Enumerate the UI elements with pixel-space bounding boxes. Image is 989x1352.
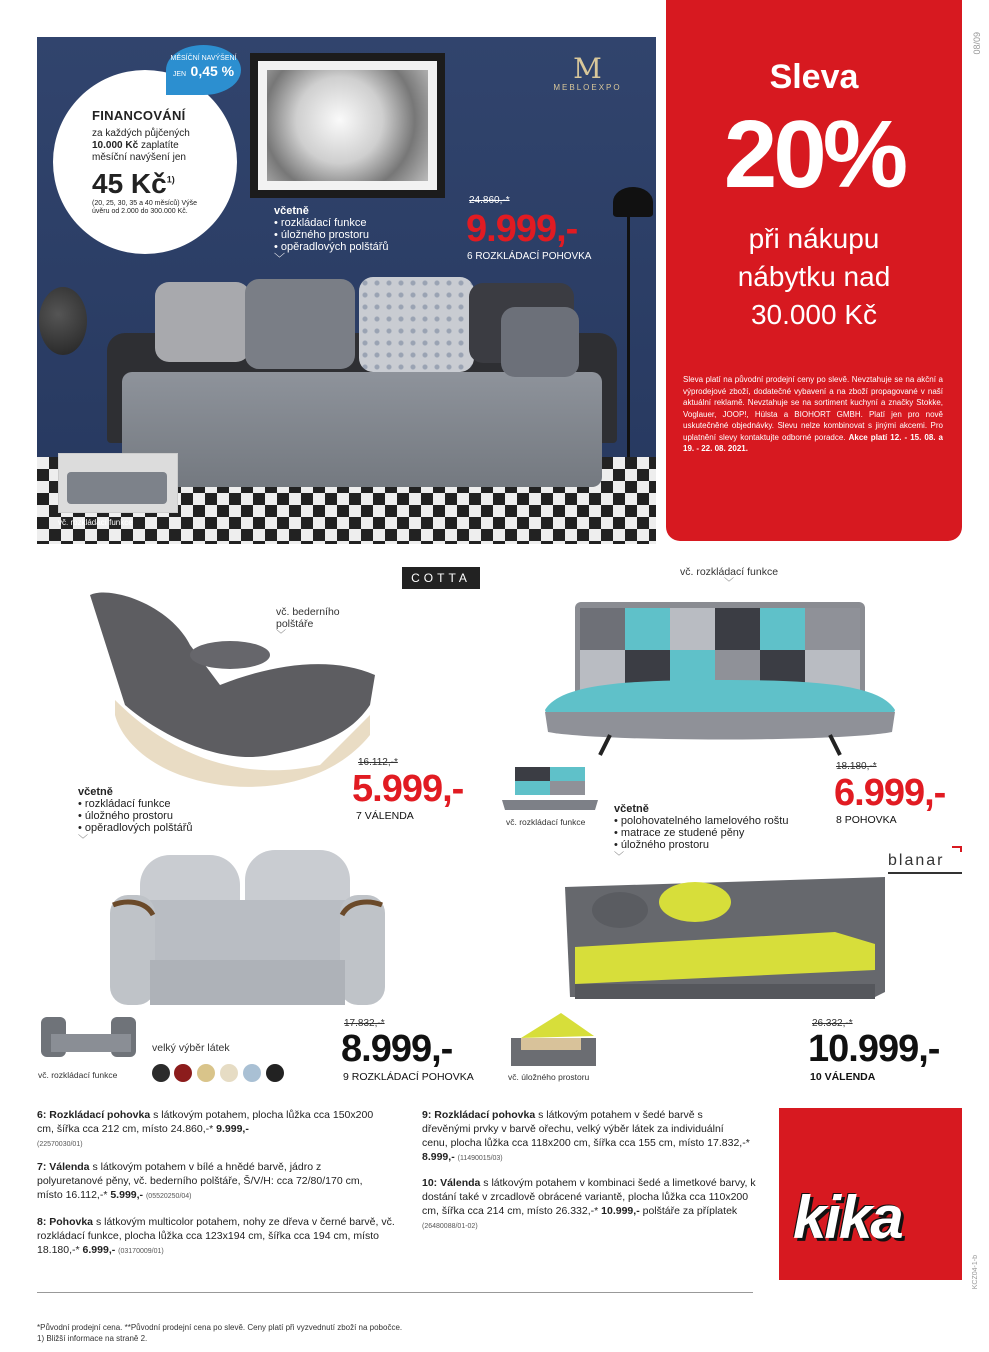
cotta-logo: COTTA [402,567,480,589]
p8-thumbnail [500,765,600,815]
sale-percent: 20% [723,101,905,208]
financing-text-amount: 10.000 Kč [92,140,139,151]
financing-title: FINANCOVÁNÍ [92,108,186,123]
desc-6 [37,1108,377,1152]
chevron-down-icon: ﹀ [724,578,735,589]
p7-include-item: • úložného prostoru [78,810,173,822]
page-number: 08/09 [972,32,982,55]
financing-text-2: zaplatíte měsíční navýšení jen [92,140,186,163]
p7-note-line: polštáře [276,618,314,630]
desc-8-text: s látkovým multicolor potahem, nohy ze dřeva v černé barvě, vč. rozkládací funkce, plocha lůžka cca 123x194 cm, šířka cca 194 cm, místo 18.180,-* [37,1216,395,1256]
desc-9-text: s látkovým potahem v šedé barvě s dřevěnými prvky v barvě ořechu, velký výběr látek za individuální cenu, plocha lůžka cca 118x200 cm, šířka cca 155 cm, místo 17.832,-* [422,1109,750,1149]
desc-10-code: (26480088/01-02) [422,1223,478,1230]
hero-includes [274,205,389,265]
hero-price: 9.999,- [466,208,578,250]
p10-old-price: 26.332,-* [812,1018,853,1029]
sale-subtitle-line: při nákupu [748,223,880,254]
mebloexpo-logo: M MEBLOEXPO [540,55,635,92]
p10-price: 10.999,- [808,1028,940,1070]
p7-label: 7 VÁLENDA [356,810,414,822]
desc-10-price: 10.999,- [601,1205,640,1217]
financing-badge-caption: MĚSÍČNÍ NAVÝŠENÍ [170,55,237,62]
catalog-code: KCZ04-1-b [972,1255,979,1290]
p8-note-line: vč. rozkládací funkce [680,566,779,578]
p8-include-item: • úložného prostoru [614,839,709,851]
p10-thumbnail-caption: vč. úložného prostoru [508,1072,590,1082]
p7-include-item: • rozkládací funkce [78,798,171,810]
p9-label: 9 ROZKLÁDACÍ POHOVKA [343,1071,474,1083]
p9-fabrics-label: velký výběr látek [152,1042,230,1054]
desc-7-text: s látkovým potahem v bílé a hnědé barvě, jádro z polyuretanové pěny, vč. bederního polštáře, Š/V/H: cca 72/80/170 cm, místo 16.112,-* [37,1161,363,1201]
p8-include-item: • matrace ze studené pěny [614,827,745,839]
p7-note-line: vč. bederního [276,606,340,618]
fabric-swatch[interactable] [197,1064,215,1082]
sale-subtitle [666,220,962,334]
financing-rate-badge [166,45,241,95]
sale-dates: Akce platí 12. - 15. 08. a 19. - 22. 08. 2021. [683,432,944,453]
wall-picture [250,53,445,198]
fabric-swatch[interactable] [266,1064,284,1082]
blanar-logo [888,852,962,874]
chaise-7-image [70,585,390,800]
floor-lamp [613,187,653,217]
desc-6-title: 6: Rozkládací pohovka [37,1109,151,1121]
financing-rate: 0,45 % [190,63,235,79]
desc-7-title: 7: Válenda [37,1161,90,1173]
financing-price-value: 45 Kč [92,168,167,199]
p10-label: 10 VÁLENDA [810,1071,876,1083]
financing-price [92,168,175,200]
desc-7-price: 5.999,- [110,1189,144,1201]
kika-logo-text: kika [793,1184,902,1251]
sale-fine-print [683,374,943,455]
sale-title: Sleva [769,58,859,96]
fabric-swatch[interactable] [152,1064,170,1082]
desc-8-title: 8: Pohovka [37,1216,94,1228]
fabric-swatch[interactable] [243,1064,261,1082]
bed-10-image [555,872,900,1012]
p8-include-item: • polohovatelného lamelového roštu [614,815,789,827]
desc-7-code: (05520250/04) [145,1193,192,1200]
p8-includes-title: včetně [614,803,649,815]
footnotes [37,1322,402,1344]
hero-thumbnail-caption: vč. rozkládací funkce [58,518,133,527]
desc-10 [422,1176,762,1234]
desc-9-title: 9: Rozkládací pohovka [422,1109,536,1121]
financing-text [92,128,212,164]
hero-includes-title: včetně [274,205,309,217]
sofa-6-seat [122,372,602,487]
desc-7 [37,1160,377,1204]
p9-thumbnail [36,1012,141,1062]
p9-thumbnail-caption: vč. rozkládací funkce [38,1070,118,1080]
p8-price: 6.999,- [834,772,946,814]
footnote-financing: 1) Bližší informace na straně 2. [37,1334,148,1343]
financing-badge-jen: JEN [172,71,187,78]
chevron-down-icon: ﹀ [614,852,624,863]
p7-note [276,606,340,642]
footnote-prices: *Původní prodejní cena. **Původní prodejní cena po slevě. Ceny platí při vyzvednutí zboží na pobočce. [37,1323,403,1332]
desc-6-text: s látkovým potahem, plocha lůžka cca 150x200 cm, šířka cca 212 cm, místo 24.860,-* [37,1109,374,1135]
financing-note: (20, 25, 30, 35 a 40 měsíců) Výše úvěru od 2.000 do 300.000 Kč. [92,200,198,215]
p8-includes [614,803,788,864]
p7-includes-title: včetně [78,786,113,798]
desc-6-code: (22570030/01) [37,1141,83,1148]
sofa-8-image [540,600,900,760]
p7-price: 5.999,- [352,768,464,810]
p8-note [680,566,778,590]
financing-text-1: za každých půjčených [92,128,190,139]
sale-conditions: Sleva platí na původní prodejní ceny po slevě. Nevztahuje se na akční a výprodejové zboží, dodatečné vybavení a na zboží propagované v naší aktuální reklamě. Nevztahuje se na sortiment kuchyní a značky Stokke, Voglauer, JOOP!, Hülsta a BIOHORT GMBH. Platí jen pro nově uskutečněné objednávky. Slevu nelze kombinovat s jinými akcemi. Pro uplatnění slevy kontaktujte odborné poradce. [683,375,943,442]
desc-9-code: (11490015/03) [457,1155,503,1162]
p10-thumbnail [506,1008,601,1070]
lamp-shade [39,287,87,355]
desc-8-price: 6.999,- [82,1244,116,1256]
desc-8 [37,1215,402,1259]
hero-product-label: 6 ROZKLÁDACÍ POHOVKA [467,251,592,262]
sale-subtitle-line: nábytku nad [737,261,891,292]
desc-8-code: (03170009/01) [118,1248,164,1255]
chevron-down-icon: ﹀ [276,630,286,641]
footer-divider [37,1292,753,1293]
p9-price: 8.999,- [341,1028,453,1070]
hero-include-item: • opěradlových polštářů [274,241,389,253]
desc-6-price: 9.999,- [216,1123,249,1135]
sale-subtitle-line: 30.000 Kč [750,299,878,330]
hero-include-item: • úložného prostoru [274,229,369,241]
hero-old-price: 24.860,-* [469,195,510,206]
desc-10-title: 10: Válenda [422,1177,481,1189]
desc-9 [422,1108,752,1166]
p9-old-price: 17.832,-* [344,1018,385,1029]
p7-old-price: 16.112,-* [358,757,398,768]
chevron-down-icon: ﹀ [274,253,285,265]
p8-label: 8 POHOVKA [836,814,897,826]
desc-9-price: 8.999,- [422,1151,455,1163]
hero-thumbnail [58,453,178,513]
kika-logo [779,1108,962,1280]
financing-footnote-ref: 1) [166,174,175,185]
mebloexpo-logo-text: MEBLOEXPO [553,83,622,92]
p8-thumbnail-caption: vč. rozkládací funkce [506,817,586,827]
blanar-logo-text: blanar [888,852,945,869]
p8-old-price: 18.180,-* [836,761,877,772]
desc-10-text: s látkovým potahem v kombinaci šedé a limetkové barvy, k dostání také v zrcadlově obrácené variantě, plocha lůžka cca 110x200 cm, šířka cca 214 cm, místo 26.332,-* [422,1177,756,1217]
p7-includes [78,786,193,847]
p7-include-item: • opěradlových polštářů [78,822,193,834]
fabric-swatch[interactable] [174,1064,192,1082]
desc-10-note: polštáře za příplatek [639,1205,738,1217]
hero-include-item: • rozkládací funkce [274,217,367,229]
fabric-swatch[interactable] [220,1064,238,1082]
sofa-9-image [105,845,390,1015]
chevron-down-icon: ﹀ [78,835,88,846]
